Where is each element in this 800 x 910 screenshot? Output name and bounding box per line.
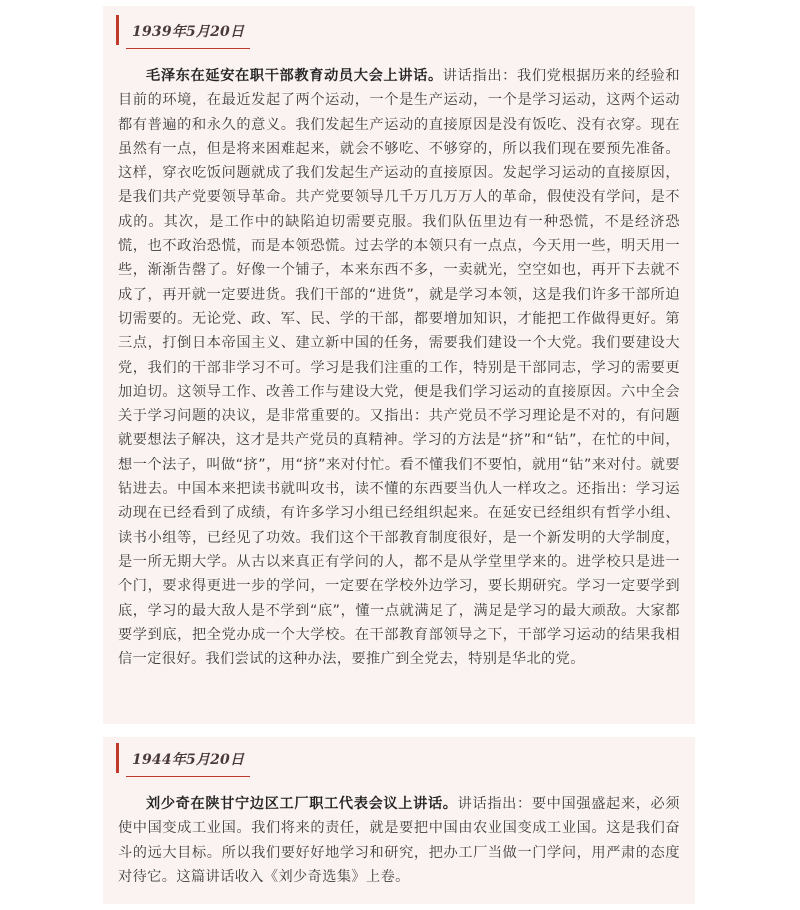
event-lead: 刘少奇在陕甘宁边区工厂职工代表会议上讲话。 xyxy=(146,796,458,812)
date-underline xyxy=(126,776,250,777)
event-card xyxy=(103,6,695,724)
event-body: 讲话指出：我们党根据历来的经验和目前的环境，在最近发起了两个运动，一个是生产运动，一个是学习运动，这两个运动都有普遍的和永久的意义。我们发起生产运动的直接原因是没有饭吃、没有衣穿。现在虽然有一点，但是将来困难起来，就会不够吃、不够穿的，所以我们现在要预先准备。这样，穿衣吃饭问题就成了我们发起生产运动的直接原因。发起学习运动的直接原因，是我们共产党要领导革命。共产党要领导几千万几万万人的革命，假使没有学问，是不成的。其次，是工作中的缺陷迫切需要克服。我们队伍里边有一种恐慌，不是经济恐慌，也不政治恐慌，而是本领恐慌。过去学的本领只有一点点，今天用一些，明天用一些，渐渐告罄了。好像一个铺子，本来东西不多，一卖就光，空空如也，再开下去就不成了，再开就一定要进货。我们干部的“进货”，就是学习本领，这是我们许多干部所迫切需要的。无论党、政、军、民、学的干部，都要增加知识，才能把工作做得更好。第三点，打倒日本帝国主义、建立新中国的任务，需要我们建设一个大党。我们要建设大党，我们的干部非学习不可。学习是我们注重的工作，特别是干部同志，学习的需要更加迫切。这领导工作、改善工作与建设大党，便是我们学习运动的直接原因。六中全会关于学习问题的决议，是非常重要的。又指出：共产党员不学习理论是不对的，有问题就要想法子解决，这才是共产党员的真精神。学习的方法是“挤”和“钻”，在忙的中间，想一个法子，叫做“挤”，用“挤”来对付忙。看不懂我们不要怕，就用“钻”来对付。就要钻进去。中国本来把读书就叫攻书，读不懂的东西要当仇人一样攻之。还指出：学习运动现在已经看到了成绩，有许多学习小组已经组织起来。在延安已经组织有哲学小组、读书小组等，已经见了功效。我们这个干部教育制度很好，是一个新发明的大学制度，是一所无期大学。从古以来真正有学问的人，都不是从学堂里学来的。进学校只是进一个门，要求得更进一步的学问，一定要在学校外边学习，要长期研究。学习一定要学到底，学习的最大敌人是不学到“底”，懂一点就满足了，满足是学习的最大顽敌。大家都要学到底，把全党办成一个大学校。在干部教育部领导之下，干部学习运动的结果我相信一定很好。我们尝试的这种办法，要推广到全党去，特别是华北的党。 xyxy=(118,68,680,668)
event-paragraph xyxy=(118,792,680,889)
event-date: 1939年5月20日 xyxy=(132,24,245,40)
event-body: 讲话指出：要中国强盛起来，必须使中国变成工业国。我们将来的责任，就是要把中国由农业国变成工业国。这是我们奋斗的远大目标。所以我们要好好地学习和研究，把办工厂当做一门学问，用严肃的态度对待它。这篇讲话收入《刘少奇选集》上卷。 xyxy=(118,796,680,885)
event-date: 1944年5月20日 xyxy=(132,752,245,768)
date-accent-bar xyxy=(116,743,119,773)
event-card xyxy=(103,737,695,904)
event-paragraph xyxy=(118,64,680,671)
event-lead: 毛泽东在延安在职干部教育动员大会上讲话。 xyxy=(146,68,443,84)
date-underline xyxy=(126,48,250,49)
date-accent-bar xyxy=(116,15,119,45)
